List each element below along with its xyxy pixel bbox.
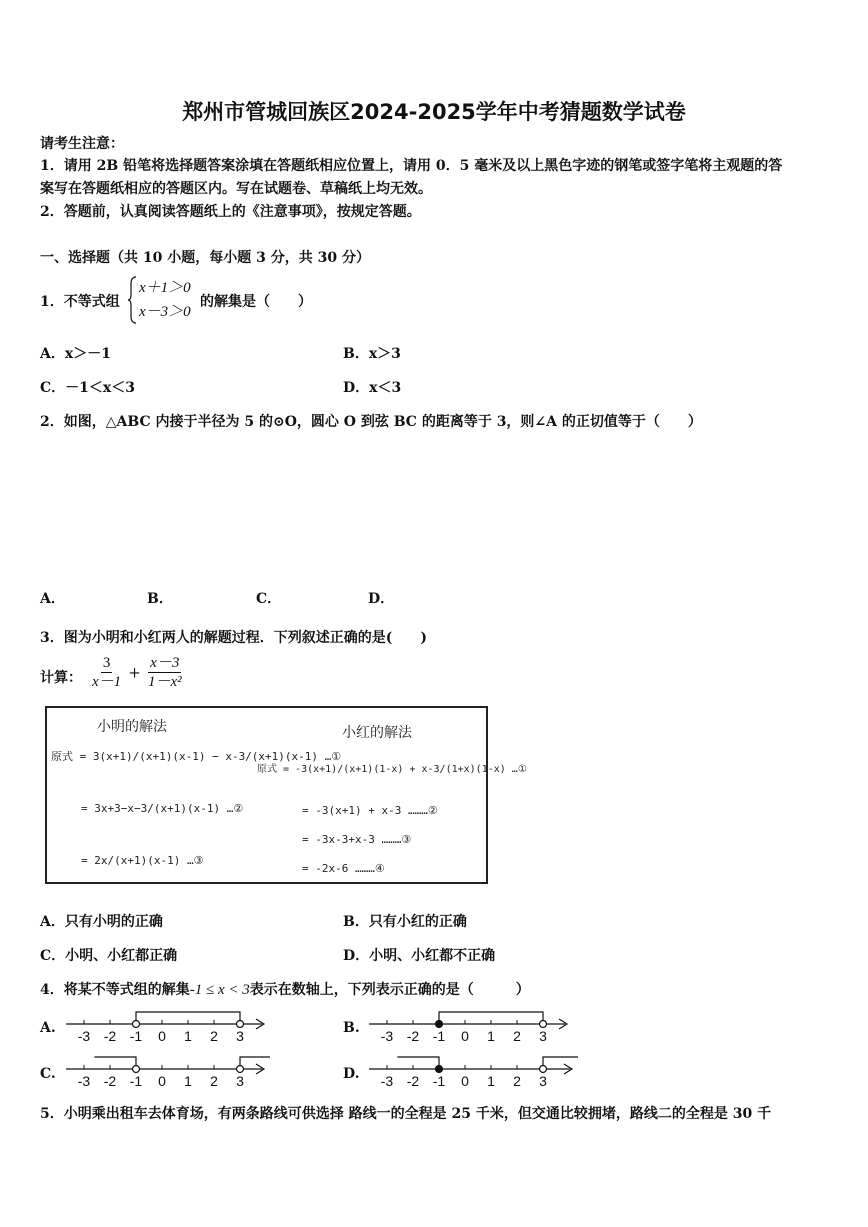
q4-inequality: -1 ≤ x < 3: [189, 982, 250, 998]
q4-option-a-label[interactable]: A.: [40, 1020, 56, 1036]
brace-icon: [128, 276, 138, 324]
tick-label: 0: [461, 1028, 469, 1044]
xiaoming-title: 小明的解法: [97, 719, 167, 735]
q1-option-b[interactable]: B．x＞3: [343, 346, 401, 362]
q3-calc-label: 计算：: [40, 670, 82, 686]
closed-point: [436, 1066, 443, 1073]
tick-label: -2: [103, 1073, 117, 1089]
q1-sys-line-1: x＋1＞0: [139, 280, 191, 296]
tick-label: -3: [380, 1073, 394, 1089]
xiaohong-title: 小红的解法: [342, 725, 412, 741]
q3-option-c[interactable]: C．小明、小红都正确: [40, 948, 178, 964]
open-point: [540, 1066, 547, 1073]
solution-ray: [397, 1057, 439, 1069]
xiaohong-step-1: 原式 = -3(x+1)/(x+1)(1-x) + x-3/(1+x)(1-x) …①: [257, 764, 527, 775]
xiaohong-step-4: = -2x-6 ………④: [302, 862, 385, 875]
q3-fraction-1: $\frac{3}{x-1}$: [92, 655, 122, 690]
tick-label: -3: [77, 1028, 91, 1044]
q1-system: [139, 276, 191, 324]
q4-number-line-b[interactable]: [365, 1008, 575, 1048]
closed-point: [436, 1021, 443, 1028]
tick-label: -1: [129, 1073, 143, 1089]
xiaohong-step-3: = -3x-3+x-3 ………③: [302, 833, 412, 846]
tick-label: -2: [406, 1073, 420, 1089]
q4-option-c-label[interactable]: C.: [40, 1066, 56, 1082]
solution-ray: [94, 1057, 136, 1069]
q4-option-d-label[interactable]: D.: [343, 1066, 360, 1082]
q4-stem: 4．将某不等式组的解集-1 ≤ x < 3表示在数轴上，下列表示正确的是（ ）: [40, 982, 530, 998]
open-point: [237, 1021, 244, 1028]
open-point: [540, 1021, 547, 1028]
q1-option-d[interactable]: D．x＜3: [343, 380, 402, 396]
tick-label: -2: [103, 1028, 117, 1044]
solutions-figure: [45, 706, 527, 884]
q2-stem: 2．如图，△ABC 内接于半径为 5 的⊙O，圆心 O 到弦 BC 的距离等于 3，则∠A 的正切值等于（ ）: [40, 414, 702, 430]
xiaohong-step-2: = -3(x+1) + x-3 ………②: [302, 804, 438, 817]
tick-label: -3: [77, 1073, 91, 1089]
tick-label: 1: [487, 1073, 495, 1089]
tick-label: -1: [432, 1028, 446, 1044]
tick-label: 3: [539, 1028, 547, 1044]
tick-label: 3: [236, 1073, 244, 1089]
tick-label: 2: [513, 1073, 521, 1089]
tick-label: 0: [158, 1028, 166, 1044]
q1-option-c[interactable]: C．－1＜x＜3: [40, 380, 135, 396]
solution-ray: [240, 1057, 270, 1069]
open-point: [133, 1021, 140, 1028]
open-point: [133, 1066, 140, 1073]
q4-number-line-a[interactable]: [62, 1008, 272, 1048]
q3-option-b[interactable]: B．只有小红的正确: [343, 914, 467, 930]
xiaoming-step-2: = 3x+3−x−3/(x+1)(x-1) …②: [81, 802, 244, 815]
tick-label: 1: [184, 1073, 192, 1089]
xiaoming-step-3: = 2x/(x+1)(x-1) …③: [81, 854, 204, 867]
q3-option-d[interactable]: D．小明、小红都不正确: [343, 948, 496, 964]
q3-stem: 3．图为小明和小红两人的解题过程．下列叙述正确的是( ): [40, 630, 427, 646]
q3-option-a[interactable]: A．只有小明的正确: [40, 914, 163, 930]
tick-label: 3: [236, 1028, 244, 1044]
tick-label: -1: [129, 1028, 143, 1044]
q2-option-c[interactable]: C．: [256, 591, 282, 607]
tick-label: 0: [158, 1073, 166, 1089]
tick-label: 1: [487, 1028, 495, 1044]
tick-label: 1: [184, 1028, 192, 1044]
notice-line-1: 1．请用 2B 铅笔将选择题答案涂填在答题纸相应位置上，请用 0．5 毫米及以上黑色字迹的钢笔或签字笔将主观题的答: [40, 158, 783, 174]
tick-label: 3: [539, 1073, 547, 1089]
tick-label: 2: [210, 1073, 218, 1089]
page-title: 郑州市管城回族区2024-2025学年中考猜题数学试卷: [182, 100, 686, 124]
xiaoming-step-1: 原式 = 3(x+1)/(x+1)(x-1) − x-3/(x+1)(x-1) …①: [51, 750, 342, 763]
q2-option-a[interactable]: A．: [40, 591, 65, 607]
q2-option-d[interactable]: D．: [368, 591, 395, 607]
q3-expression: $\frac{3}{x-1}$ + $\frac{x-3}{\text{1－x²}}$: [92, 655, 182, 690]
tick-label: 2: [210, 1028, 218, 1044]
q1-option-a[interactable]: A．x＞－1: [40, 346, 111, 362]
q4-number-line-d[interactable]: [365, 1053, 580, 1093]
tick-label: -1: [432, 1073, 446, 1089]
q4-option-b-label[interactable]: B.: [343, 1020, 360, 1036]
q3-fraction-2: $\frac{x-3}{\text{1－x²}}$: [147, 655, 182, 690]
tick-label: 0: [461, 1073, 469, 1089]
q1-sys-line-2: x－3＞0: [139, 304, 191, 320]
tick-label: -2: [406, 1028, 420, 1044]
notice-line-2: 2．答题前，认真阅读答题纸上的《注意事项》，按规定答题。: [40, 204, 421, 220]
notice-line-1b: 案写在答题纸相应的答题区内。写在试题卷、草稿纸上均无效。: [40, 181, 432, 197]
tick-label: -3: [380, 1028, 394, 1044]
q1-suffix: 的解集是（ ）: [200, 294, 312, 310]
q1-prefix: 1．不等式组: [40, 294, 120, 310]
solution-ray: [543, 1057, 578, 1069]
notice-heading: 请考生注意：: [40, 136, 124, 152]
open-point: [237, 1066, 244, 1073]
q4-number-line-c[interactable]: [62, 1053, 272, 1093]
section-heading: 一、选择题（共 10 小题，每小题 3 分，共 30 分）: [40, 250, 370, 266]
tick-label: 2: [513, 1028, 521, 1044]
q2-option-b[interactable]: B．: [147, 591, 173, 607]
q5-stem: 5．小明乘出租车去体育场，有两条路线可供选择 路线一的全程是 25 千米，但交通比较拥堵，路线二的全程是 30 千: [40, 1106, 772, 1122]
